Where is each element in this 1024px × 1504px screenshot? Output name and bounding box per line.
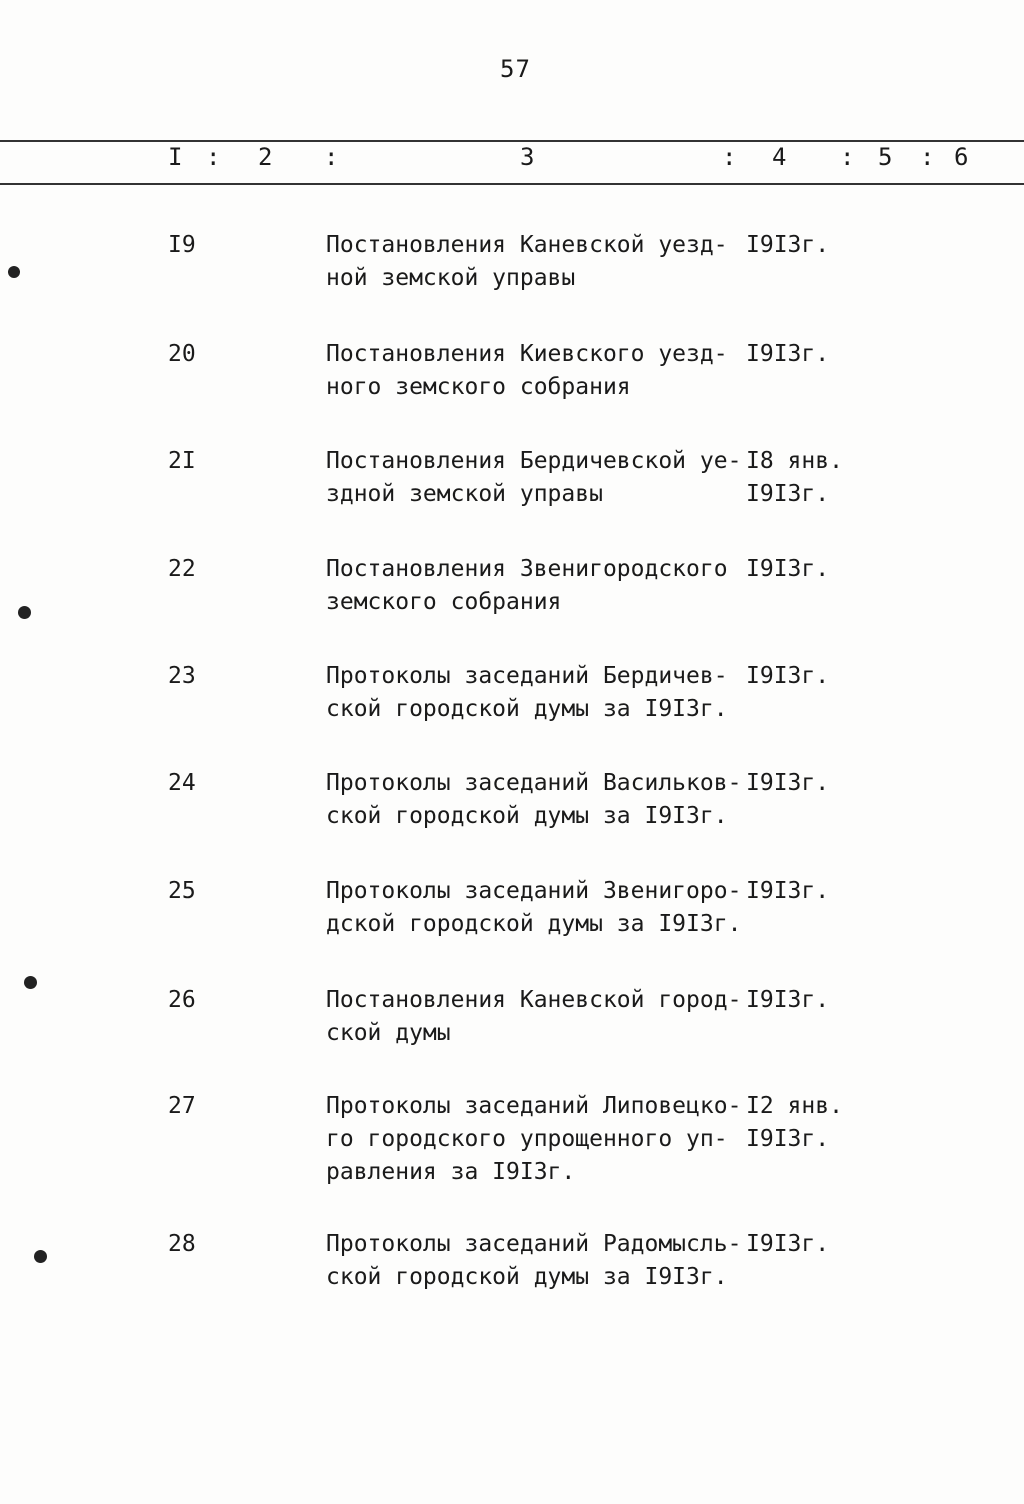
row-number: 22 bbox=[168, 556, 196, 582]
row-number: 23 bbox=[168, 663, 196, 689]
header-col1: I bbox=[168, 143, 183, 171]
row-date: I2 янв. I9I3г. bbox=[746, 1093, 843, 1152]
row-number: 24 bbox=[168, 770, 196, 796]
table-header bbox=[0, 143, 1024, 179]
row-date: I9I3г. bbox=[746, 341, 830, 367]
row-title: Протоколы заседаний Васильков- ской городской думы за I9I3г. bbox=[326, 770, 742, 829]
row-date: I9I3г. bbox=[746, 987, 830, 1013]
header-sep4: : bbox=[840, 143, 855, 171]
row-title: Протоколы заседаний Звенигоро- дской городской думы за I9I3г. bbox=[326, 878, 742, 937]
row-title: Постановления Звенигородского земского собрания bbox=[326, 556, 728, 615]
header-bottom-rule bbox=[0, 183, 1024, 185]
row-number: 25 bbox=[168, 878, 196, 904]
row-date: I9I3г. bbox=[746, 878, 830, 904]
header-sep1: : bbox=[206, 143, 221, 171]
row-number: 2I bbox=[168, 448, 196, 474]
header-col3: 3 bbox=[520, 143, 535, 171]
binding-hole-mark bbox=[34, 1250, 47, 1263]
row-title: Постановления Бердичевской уе- здной земской управы bbox=[326, 448, 742, 507]
page-number: 57 bbox=[500, 55, 531, 83]
header-col5: 5 bbox=[878, 143, 893, 171]
row-title: Постановления Каневской уезд- ной земской управы bbox=[326, 232, 728, 291]
row-number: 20 bbox=[168, 341, 196, 367]
row-date: I9I3г. bbox=[746, 1231, 830, 1257]
header-sep2: : bbox=[324, 143, 339, 171]
row-date: I8 янв. I9I3г. bbox=[746, 448, 843, 507]
row-title: Протоколы заседаний Радомысль- ской городской думы за I9I3г. bbox=[326, 1231, 742, 1290]
binding-hole-mark bbox=[24, 976, 37, 989]
row-date: I9I3г. bbox=[746, 232, 830, 258]
row-date: I9I3г. bbox=[746, 556, 830, 582]
row-number: 27 bbox=[168, 1093, 196, 1119]
row-number: I9 bbox=[168, 232, 196, 258]
row-number: 26 bbox=[168, 987, 196, 1013]
row-date: I9I3г. bbox=[746, 663, 830, 689]
row-title: Постановления Каневской город- ской думы bbox=[326, 987, 742, 1046]
header-col4: 4 bbox=[772, 143, 787, 171]
binding-hole-mark bbox=[8, 266, 20, 278]
header-col6: 6 bbox=[954, 143, 969, 171]
row-date: I9I3г. bbox=[746, 770, 830, 796]
header-sep3: : bbox=[722, 143, 737, 171]
header-sep5: : bbox=[920, 143, 935, 171]
header-col2: 2 bbox=[258, 143, 273, 171]
row-number: 28 bbox=[168, 1231, 196, 1257]
binding-hole-mark bbox=[18, 606, 31, 619]
row-title: Протоколы заседаний Бердичев- ской городской думы за I9I3г. bbox=[326, 663, 728, 722]
header-top-rule bbox=[0, 140, 1024, 142]
row-title: Протоколы заседаний Липовецко- го городского упрощенного уп- равления за I9I3г. bbox=[326, 1093, 742, 1185]
row-title: Постановления Киевского уезд- ного земского собрания bbox=[326, 341, 728, 400]
